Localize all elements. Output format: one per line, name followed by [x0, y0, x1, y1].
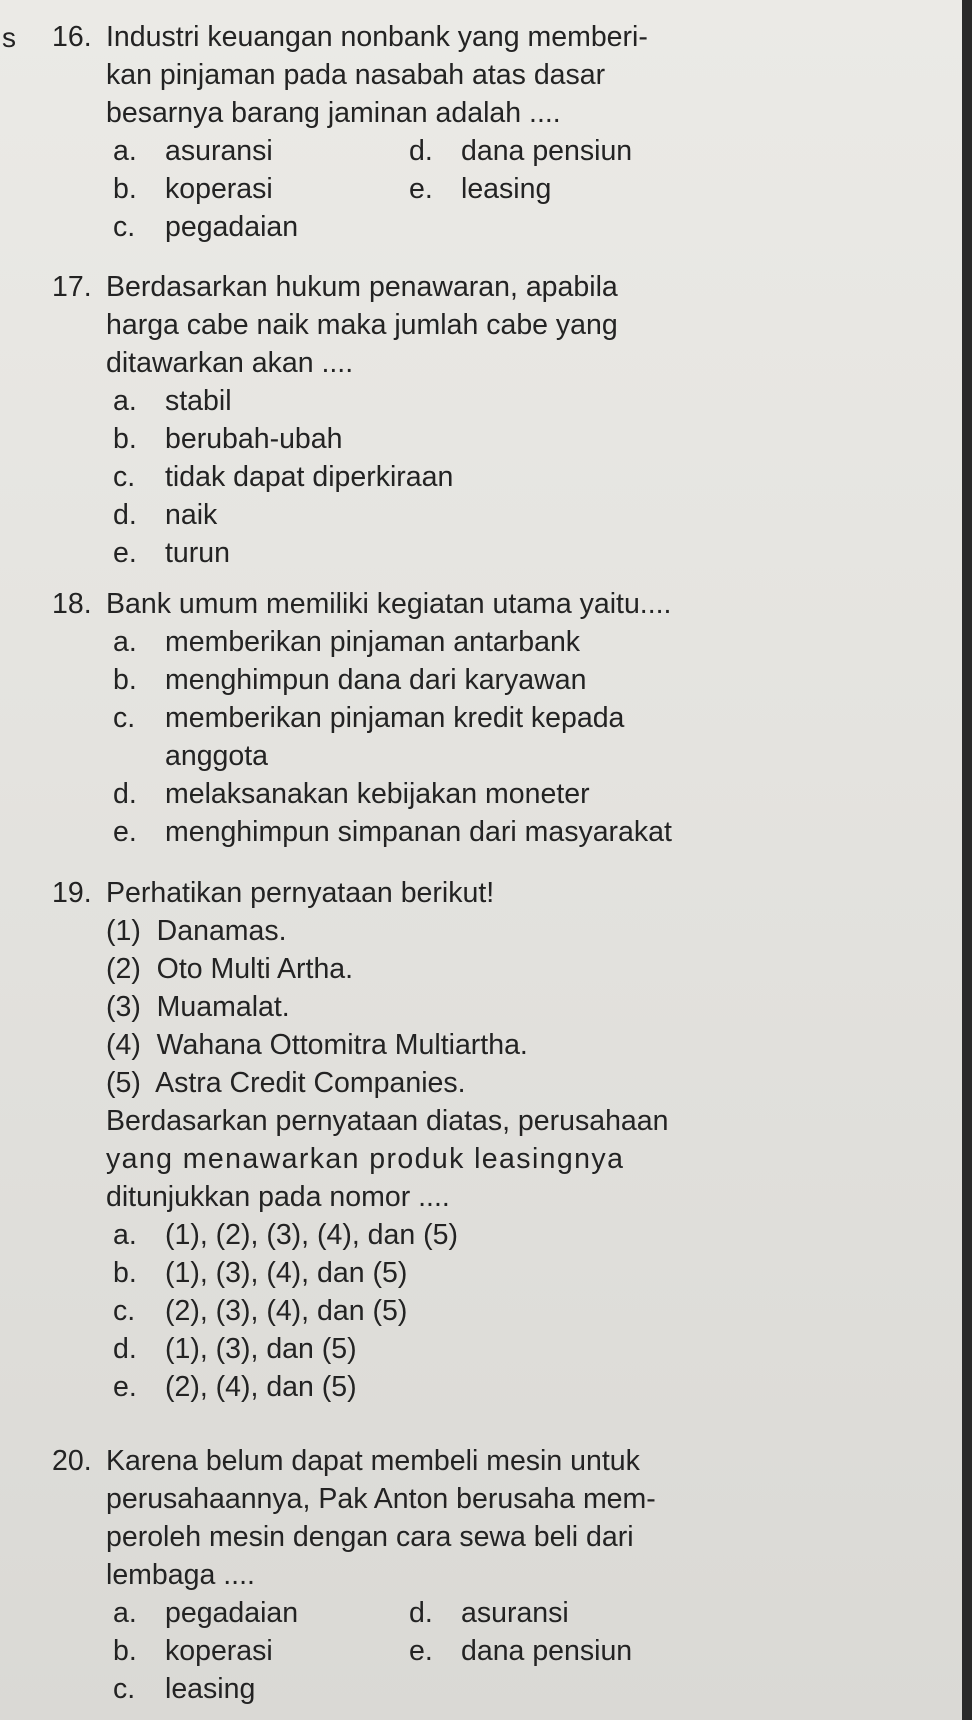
option-c[interactable]: c. tidak dapat diperkiraan — [113, 461, 454, 493]
question-text-line: peroleh mesin dengan cara sewa beli dari — [106, 1521, 634, 1553]
statement-item: (5) Astra Credit Companies. — [106, 1067, 466, 1099]
option-e[interactable]: e. (2), (4), dan (5) — [113, 1371, 357, 1403]
question-text-line: Berdasarkan pernyataan diatas, perusahaan — [106, 1105, 669, 1137]
options-grid — [52, 132, 932, 246]
question-text-line: lembaga .... — [106, 1559, 255, 1591]
question-text-line: kan pinjaman pada nasabah atas dasar — [106, 59, 606, 91]
statement-item: (3) Muamalat. — [106, 991, 290, 1023]
question-text-line: Karena belum dapat membeli mesin untuk — [106, 1445, 640, 1477]
option-e[interactable]: e. menghimpun simpanan dari masyarakat — [113, 816, 672, 848]
option-a[interactable]: a. memberikan pinjaman antarbank — [113, 626, 581, 658]
option-c[interactable]: c. (2), (3), (4), dan (5) — [113, 1295, 408, 1327]
option-a[interactable]: a. stabil — [113, 385, 232, 417]
option-a[interactable]: a. (1), (2), (3), (4), dan (5) — [113, 1219, 458, 1251]
option-d[interactable]: d. naik — [113, 499, 218, 531]
option-e[interactable]: e. turun — [113, 537, 230, 569]
question-number: 18. — [52, 588, 92, 620]
question-text-line: Industri keuangan nonbank yang memberi- — [106, 21, 648, 53]
option-a[interactable]: a. pegadaian — [113, 1597, 299, 1629]
option-b[interactable]: b. (1), (3), (4), dan (5) — [113, 1257, 408, 1289]
option-d[interactable]: d. asuransi — [409, 1597, 569, 1629]
option-b[interactable]: b. koperasi — [113, 1635, 273, 1667]
question-text-line: ditunjukkan pada nomor .... — [106, 1181, 450, 1213]
stray-mark: s — [2, 22, 16, 53]
question-text-line: besarnya barang jaminan adalah .... — [106, 97, 561, 129]
question-16 — [52, 18, 932, 246]
option-c-continuation: anggota — [165, 740, 269, 772]
question-text-line: ditawarkan akan .... — [106, 347, 354, 379]
option-b[interactable]: b. koperasi — [113, 173, 273, 205]
page-edge-shadow — [962, 0, 972, 1720]
question-20 — [52, 1442, 932, 1708]
option-d[interactable]: d. (1), (3), dan (5) — [113, 1333, 357, 1365]
question-19 — [52, 874, 932, 1406]
option-c[interactable]: c. leasing — [113, 1673, 256, 1705]
question-number: 17. — [52, 271, 92, 303]
question-text-line: Bank umum memiliki kegiatan utama yaitu.... — [106, 588, 672, 620]
question-text-line: harga cabe naik maka jumlah cabe yang — [106, 309, 618, 341]
option-d[interactable]: d. dana pensiun — [409, 135, 633, 167]
statement-item: (1) Danamas. — [106, 915, 287, 947]
statement-item: (4) Wahana Ottomitra Multiartha. — [106, 1029, 528, 1061]
question-text-line: Perhatikan pernyataan berikut! — [106, 877, 495, 909]
question-number: 19. — [52, 877, 92, 909]
question-text-line: yang menawarkan produk leasingnya — [106, 1143, 625, 1175]
question-text-line: Berdasarkan hukum penawaran, apabila — [106, 271, 618, 303]
option-e[interactable]: e. leasing — [409, 173, 552, 205]
statement-item: (2) Oto Multi Artha. — [106, 953, 354, 985]
question-text-line: perusahaannya, Pak Anton berusaha mem- — [106, 1483, 656, 1515]
option-b[interactable]: b. menghimpun dana dari karyawan — [113, 664, 587, 696]
option-a[interactable]: a. asuransi — [113, 135, 273, 167]
option-c[interactable]: c. pegadaian — [113, 211, 299, 243]
question-17 — [52, 268, 932, 572]
question-number: 20. — [52, 1445, 92, 1477]
options-grid — [52, 1594, 932, 1708]
option-b[interactable]: b. berubah-ubah — [113, 423, 343, 455]
question-number: 16. — [52, 21, 92, 53]
question-18 — [52, 585, 932, 851]
option-c[interactable]: c. memberikan pinjaman kredit kepada — [113, 702, 625, 734]
option-e[interactable]: e. dana pensiun — [409, 1635, 633, 1667]
option-d[interactable]: d. melaksanakan kebijakan moneter — [113, 778, 590, 810]
